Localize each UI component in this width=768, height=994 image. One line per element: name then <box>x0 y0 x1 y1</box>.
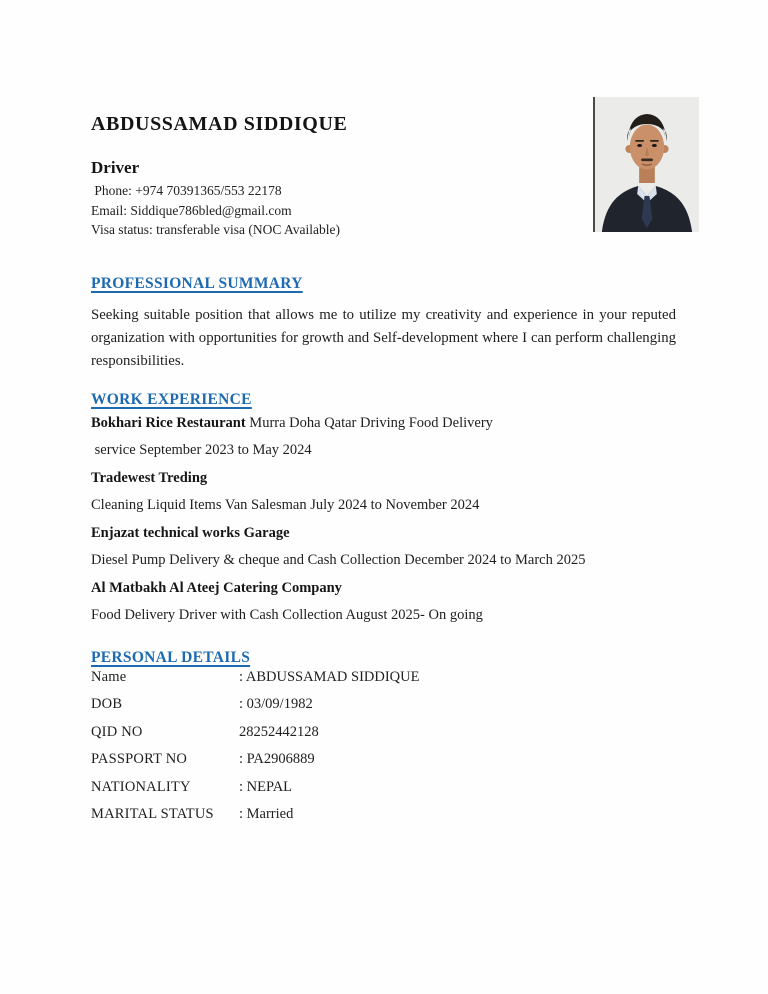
professional-summary-text: Seeking suitable position that allows me to utilize my creativity and experience in your reputed organization with opportunities for growth and Self-development where I can perform challenging responsibilities. <box>91 306 676 369</box>
work-description: service September 2023 to May 2024 <box>91 442 312 458</box>
email-line: Email: Siddique786bled@gmail.com <box>91 202 292 218</box>
detail-row-qid <box>91 724 676 740</box>
work-experience-heading: WORK EXPERIENCE <box>91 390 252 408</box>
detail-value: : 03/09/1982 <box>239 696 313 712</box>
detail-value: 28252442128 <box>239 723 319 740</box>
work-description: Diesel Pump Delivery & cheque and Cash Collection December 2024 to March 2025 <box>91 552 586 568</box>
visa-status-line: Visa status: transferable visa (NOC Available) <box>91 222 340 237</box>
work-company: Al Matbakh Al Ateej Catering Company <box>91 579 342 596</box>
candidate-name: ABDUSSAMAD SIDDIQUE <box>91 113 348 135</box>
detail-label: NATIONALITY <box>91 778 191 795</box>
work-entry <box>91 470 676 514</box>
personal-details-heading: PERSONAL DETAILS <box>91 648 251 666</box>
detail-row-marital-status <box>91 806 676 822</box>
detail-row-name <box>91 669 676 685</box>
detail-value: : PA2906889 <box>239 751 315 767</box>
work-company: Enjazat technical works Garage <box>91 524 290 541</box>
phone-line: Phone: +974 70391365/553 22178 <box>91 183 282 198</box>
detail-label: DOB <box>91 696 123 712</box>
work-company-detail: Murra Doha Qatar Driving Food Delivery <box>245 414 493 431</box>
passport-photo <box>593 97 699 232</box>
detail-label: MARITAL STATUS <box>91 806 214 822</box>
candidate-title: Driver <box>91 158 140 177</box>
detail-value: : Married <box>239 806 294 822</box>
professional-summary-heading: PROFESSIONAL SUMMARY <box>91 274 303 292</box>
contact-block <box>91 181 676 240</box>
detail-label: QID NO <box>91 723 143 740</box>
work-entry <box>91 415 676 459</box>
detail-row-dob <box>91 696 676 712</box>
detail-row-passport <box>91 751 676 767</box>
detail-label: PASSPORT NO <box>91 751 188 767</box>
work-description: Cleaning Liquid Items Van Salesman July 2024 to November 2024 <box>91 497 480 513</box>
work-entry <box>91 580 676 624</box>
detail-label: Name <box>91 668 127 685</box>
portrait-illustration <box>595 97 699 232</box>
work-company: Tradewest Treding <box>91 469 208 486</box>
work-description: Food Delivery Driver with Cash Collection August 2025- On going <box>91 607 483 623</box>
personal-details-table <box>91 669 676 823</box>
work-experience-list <box>91 415 676 624</box>
detail-value: : NEPAL <box>239 778 293 795</box>
work-company: Bokhari Rice Restaurant <box>91 414 246 431</box>
work-entry <box>91 525 676 569</box>
detail-row-nationality <box>91 779 676 795</box>
detail-value: : ABDUSSAMAD SIDDIQUE <box>239 668 420 685</box>
